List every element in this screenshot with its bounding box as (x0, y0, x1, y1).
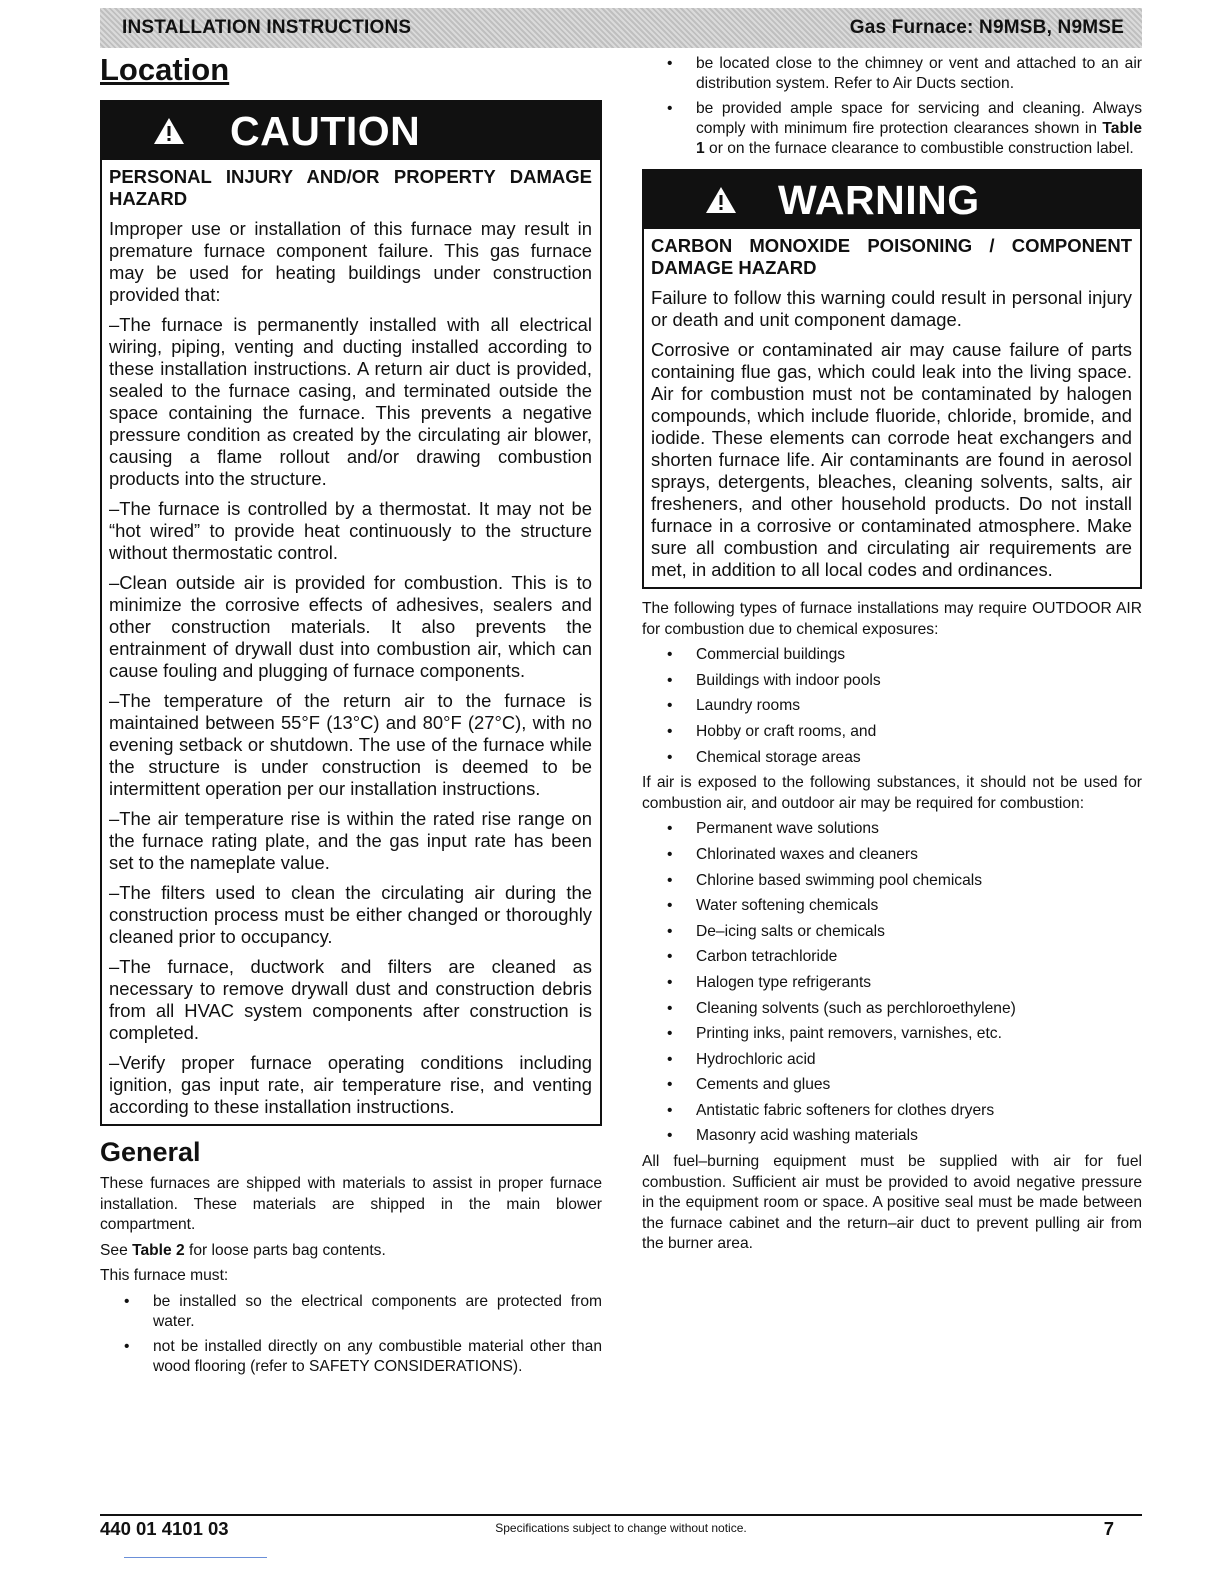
caution-box (100, 100, 602, 1126)
header-left-title: INSTALLATION INSTRUCTIONS (122, 17, 412, 38)
outdoor-air-section (642, 599, 1142, 1255)
caution-title: PERSONAL INJURY AND/OR PROPERTY DAMAGE HAZARD (109, 166, 592, 209)
list-item: • Permanent wave solutions (667, 820, 879, 838)
table-1-reference: Table 1 (696, 120, 1142, 157)
footer-divider (100, 1514, 1142, 1516)
list-item: • Cleaning solvents (such as perchloroethylene) (667, 999, 1016, 1017)
caution-paragraph: –The furnace, ductwork and filters are cleaned as necessary to remove drywall dust and construction debris from all HVAC system components after construction is completed. (109, 956, 592, 1043)
see-table-line: See Table 2 for loose parts bag contents. (100, 1241, 386, 1259)
caution-label: CAUTION (230, 108, 421, 154)
caution-banner (102, 102, 600, 160)
list-item: • be located close to the chimney or vent and attached to an air distribution system. Refer to Air Ducts section. (667, 55, 1142, 92)
list-item: • Hydrochloric acid (667, 1050, 816, 1068)
list-item: • Cements and glues (667, 1076, 831, 1094)
caution-paragraph: –The filters used to clean the circulating air during the construction process must be either changed or thoroughly cleaned prior to occupancy. (109, 882, 592, 947)
general-section (100, 1174, 602, 1377)
list-item: • be provided ample space for servicing and cleaning. Always comply with minimum fire protection clearances shown in Table 1 or on the furnace clearance to combustible construction label. (667, 100, 1142, 157)
caution-paragraph: –Verify proper furnace operating conditions including ignition, gas input rate, air temperature rise, and venting according to these installation instructions. (109, 1052, 592, 1117)
link-underline (124, 1557, 267, 1558)
installations-list (642, 645, 1142, 767)
warning-banner (644, 171, 1140, 229)
document-header (100, 8, 1142, 48)
list-item: • not be installed directly on any combustible material other than wood flooring (refer to SAFETY CONSIDERATIONS). (124, 1337, 602, 1375)
page-number: 7 (1103, 1518, 1114, 1539)
right-column (642, 54, 1142, 1260)
warning-box (642, 169, 1142, 589)
general-intro: These furnaces are shipped with materials to assist in proper furnace installation. These materials are shipped in the main blower compartment. (100, 1175, 602, 1234)
caution-body (102, 160, 600, 1124)
caution-paragraph: –The furnace is permanently installed with all electrical wiring, piping, venting and ducting installed according to these installation instructions. A return air duct is provided, sealed to the furnace casing, and terminated outside the space containing the furnace. This prevents a negative pressure condition as created by the circulating air blower, causing a flame rollout and/or drawing combustion products into the structure. (109, 314, 592, 489)
substances-list (642, 819, 1142, 1146)
caution-paragraph: –The air temperature rise is within the rated rise range on the furnace rating plate, and the gas input rate has been set to the nameplate value. (109, 808, 592, 873)
footer-notice: Specifications subject to change without notice. (495, 1521, 747, 1535)
caution-paragraph: –Clean outside air is provided for combustion. This is to minimize the corrosive effects of adhesives, sealers and other construction materials. It also prevents the entrainment of drywall dust into combustion air, which can cause fouling and plugging of furnace components. (109, 572, 592, 681)
list-item: • Chemical storage areas (667, 748, 861, 766)
table-2-reference: Table 2 (132, 1241, 185, 1259)
must-intro: This furnace must: (100, 1267, 229, 1285)
warning-paragraph: Failure to follow this warning could result in personal injury or death and unit component damage. (651, 287, 1132, 330)
closing-paragraph: All fuel–burning equipment must be supplied with air for fuel combustion. Sufficient air must be provided to avoid negative pressure in the equipment room or space. A positive seal must be made between the furnace cabinet and the return–air duct to prevent pulling air from the burner area. (642, 1153, 1142, 1253)
general-heading: General (100, 1137, 201, 1167)
list-item: • Antistatic fabric softeners for clothes dryers (667, 1101, 995, 1119)
list-item: • Carbon tetrachloride (667, 948, 838, 966)
list-item: • Laundry rooms (667, 697, 801, 715)
location-heading: Location (100, 52, 230, 87)
warning-triangle-icon (704, 185, 738, 215)
caution-paragraph: –The furnace is controlled by a thermostat. It may not be “hot wired” to provide heat continuously to the structure without thermostatic control. (109, 498, 592, 563)
list-item: • Printing inks, paint removers, varnishes, etc. (667, 1025, 1002, 1043)
document-number: 440 01 4101 03 (100, 1518, 229, 1539)
warning-title: CARBON MONOXIDE POISONING / COMPONENT DAMAGE HAZARD (651, 235, 1132, 278)
list-item: • Commercial buildings (667, 646, 846, 664)
left-column (100, 52, 602, 1382)
warning-triangle-icon (152, 116, 186, 146)
substances-intro: If air is exposed to the following substances, it should not be used for combustion air, and outdoor air may be required for combustion: (642, 774, 1142, 812)
warning-paragraph: Corrosive or contaminated air may cause failure of parts containing flue gas, which could leak into the living space. Air for combustion must not be contaminated by halogen compounds, which include fluoride, chloride, bromide, and iodide. These elements can corrode heat exchangers and shorten furnace life. Air contaminants are found in aerosol sprays, detergents, bleaches, cleaning solvents, salts, air fresheners, and other household products. Do not install furnace in a corrosive or contaminated atmosphere. Make sure all combustion and circulating air requirements are met, in addition to all local codes and ordinances. (651, 339, 1132, 580)
caution-paragraph: –The temperature of the return air to the furnace is maintained between 55°F (13°C) and 80°F (27°C), with no evening setback or shutdown. The use of the furnace while the structure is under construction is deemed to be intermittent operation per our installation instructions. (109, 690, 592, 799)
list-item: • Chlorine based swimming pool chemicals (667, 871, 983, 889)
warning-label: WARNING (778, 177, 980, 223)
caution-paragraph: Improper use or installation of this furnace may result in premature furnace component failure. This gas furnace may be used for heating buildings under construction provided that: (109, 218, 592, 305)
outdoor-air-intro: The following types of furnace installations may require OUTDOOR AIR for combustion due to chemical exposures: (642, 600, 1142, 638)
must-list (100, 1292, 602, 1377)
list-item: • Halogen type refrigerants (667, 973, 872, 991)
list-item: • Masonry acid washing materials (667, 1127, 918, 1145)
header-right-title: Gas Furnace: N9MSB, N9MSE (849, 17, 1124, 38)
list-item: • Chlorinated waxes and cleaners (667, 845, 918, 863)
page-footer (100, 1518, 1142, 1544)
list-item: • Buildings with indoor pools (667, 671, 881, 689)
list-item: • be installed so the electrical components are protected from water. (124, 1292, 602, 1330)
must-list-continued (642, 54, 1142, 159)
list-item: • Hobby or craft rooms, and (667, 722, 877, 740)
list-item: • Water softening chemicals (667, 897, 879, 915)
list-item: • De–icing salts or chemicals (667, 922, 885, 940)
warning-body (644, 229, 1140, 587)
